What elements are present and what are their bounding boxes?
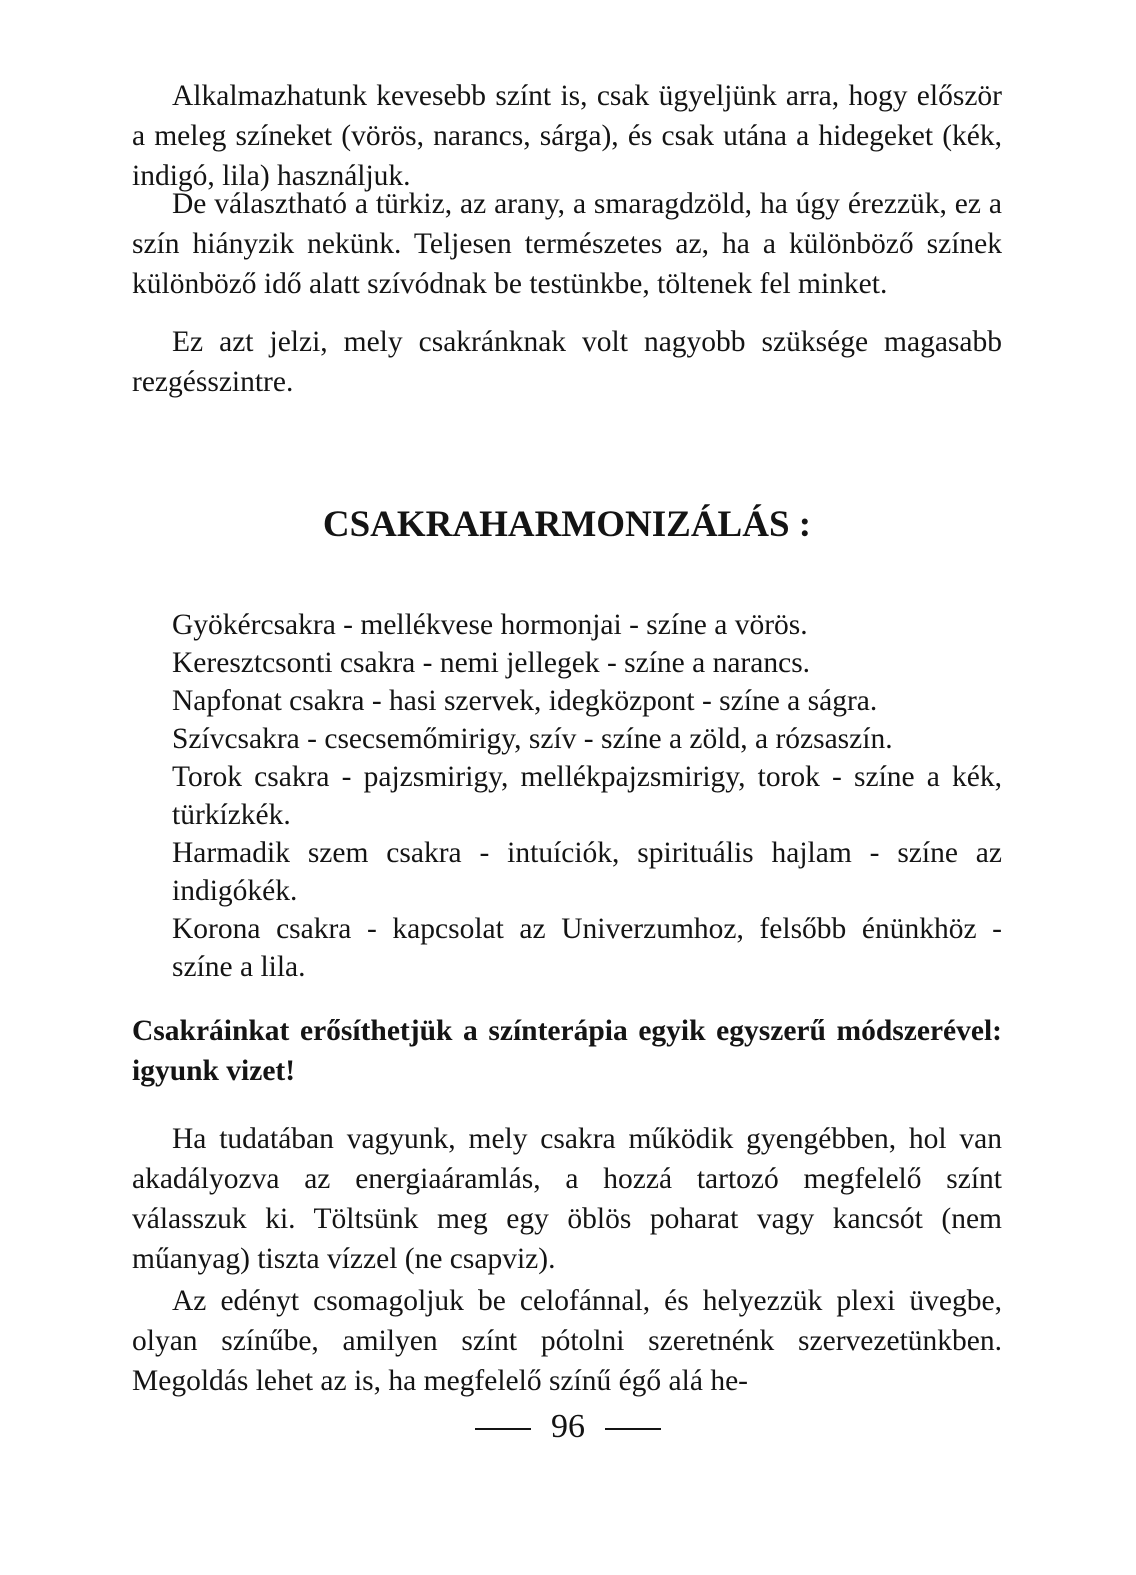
chakra-item-sacral: Keresztcsonti csakra - nemi jellegek - színe a narancs. — [172, 647, 811, 679]
chakra-item-root: Gyökércsakra - mellékvese hormonjai - színe a vörös. — [172, 609, 808, 641]
page-footer — [0, 1405, 1136, 1449]
chakra-item-crown: Korona csakra - kapcsolat az Univerzumhoz, felsőbb énünkhöz - színe a lila. — [172, 913, 1002, 983]
page-number: 96 — [551, 1408, 585, 1445]
body-paragraph-1: Ha tudatában vagyunk, mely csakra működik gyengébben, hol van akadályozva az energiaáramlás, a hozzá tartozó megfelelő színt válasszuk ki. Töltsünk meg egy öblös poharat vagy kancsót (nem műanyag) tiszta vízzel (ne csapviz). — [132, 1123, 1002, 1275]
chakra-item-solar-plexus: Napfonat csakra - hasi szervek, idegközpont - színe a ságra. — [172, 685, 878, 717]
intro-paragraph-2: De választható a türkiz, az arany, a smaragdzöld, ha úgy érezzük, ez a szín hiányzik nekünk. Teljesen természetes az, ha a különböző színek különböző idő alatt szívódnak be testünkbe, töltenek fel minket. — [132, 188, 1002, 300]
footer-dash-left — [475, 1428, 531, 1430]
section-heading: CSAKRAHARMONIZÁLÁS : — [322, 504, 812, 545]
chakra-item-third-eye: Harmadik szem csakra - intuíciók, spirituális hajlam - színe az indigókék. — [172, 837, 1002, 907]
footer-dash-right — [605, 1428, 661, 1430]
chakra-item-throat: Torok csakra - pajzsmirigy, mellékpajzsmirigy, torok - színe a kék, türkízkék. — [172, 761, 1002, 831]
chakra-item-heart: Szívcsakra - csecsemőmirigy, szív - színe a zöld, a rózsaszín. — [172, 723, 893, 755]
intro-paragraph-1: Alkalmazhatunk kevesebb színt is, csak ügyeljünk arra, hogy először a meleg színeket (vörös, narancs, sárga), és csak utána a hidegeket (kék, indigó, lila) használjuk. — [132, 80, 1002, 192]
body-paragraph-2: Az edényt csomagoljuk be celofánnal, és helyezzük plexi üvegbe, olyan színűbe, amilyen színt pótolni szeretnénk szervezetünkben. Megoldás lehet az is, ha megfelelő színű égő alá he- — [132, 1285, 1002, 1397]
chakra-list — [132, 606, 1002, 986]
intro-paragraph-3: Ez azt jelzi, mely csakránknak volt nagyobb szüksége magasabb rezgésszintre. — [132, 326, 1002, 398]
bold-statement: Csakráinkat erősíthetjük a színterápia egyik egyszerű módszerével: igyunk vizet! — [132, 1015, 1002, 1087]
